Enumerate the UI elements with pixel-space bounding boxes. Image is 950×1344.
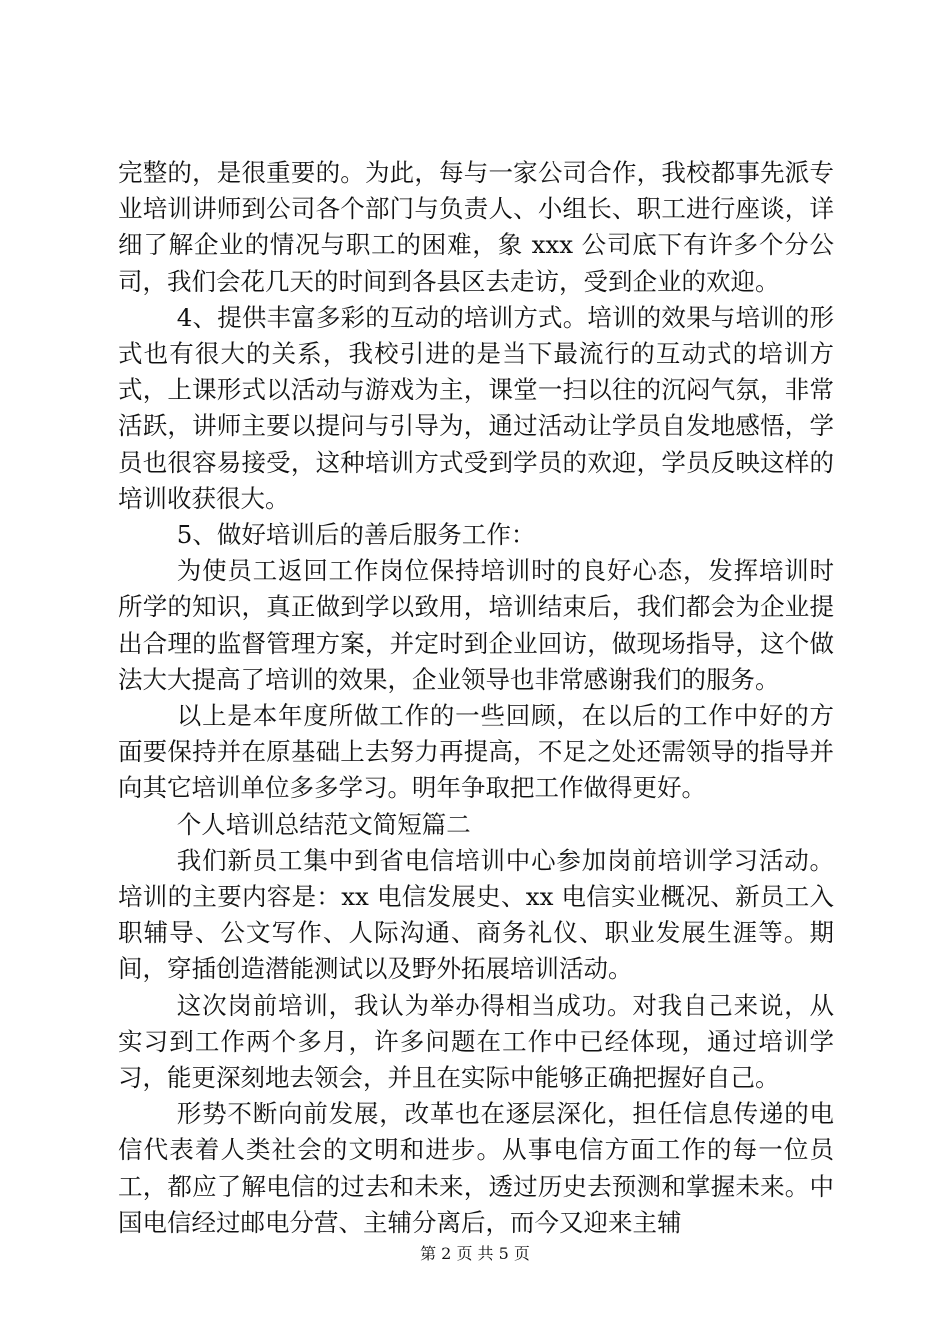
paragraph-training-content: 我们新员工集中到省电信培训中心参加岗前培训学习活动。培训的主要内容是：xx 电信发展史、xx 电信实业概况、新员工入职辅导、公文写作、人际沟通、商务礼仪、职业发展生涯等。期间，穿插创造潜能测试以及野外拓展培训活动。: [118, 845, 834, 984]
page-number-footer: 第 2 页 共 5 页: [420, 1244, 530, 1263]
paragraph-item-5-body: 为使员工返回工作岗位保持培训时的良好心态，发挥培训时所学的知识，真正做到学以致用，培训结束后，我们都会为企业提出合理的监督管理方案，并定时到企业回访，做现场指导，这个做法大大提高了培训的效果，企业领导也非常感谢我们的服务。: [118, 556, 834, 694]
paragraph-continuation: 完整的，是很重要的。为此，每与一家公司合作，我校都事先派专业培训讲师到公司各个部门与负责人、小组长、职工进行座谈，详细了解企业的情况与职工的困难，象 xxx 公司底下有许多个分公司，我们会花几天的时间到各县区去走访，受到企业的欢迎。: [118, 158, 834, 296]
section-heading: 个人培训总结范文简短篇二: [176, 809, 471, 839]
paragraph-summary: 以上是本年度所做工作的一些回顾，在以后的工作中好的方面要保持并在原基础上去努力再提高，不足之处还需领导的指导并向其它培训单位多多学习。明年争取把工作做得更好。: [118, 701, 834, 803]
document-body: [118, 155, 834, 1241]
paragraph-telecom-development: 形势不断向前发展，改革也在逐层深化，担任信息传递的电信代表着人类社会的文明和进步。从事电信方面工作的每一位员工，都应了解电信的过去和未来，透过历史去预测和掌握未来。中国电信经过邮电分营、主辅分离后，而今又迎来主辅: [118, 1099, 834, 1237]
paragraph-item-4: 4、提供丰富多彩的互动的培训方式。培训的效果与培训的形式也有很大的关系，我校引进的是当下最流行的互动式的培训方式，上课形式以活动与游戏为主，课堂一扫以往的沉闷气氛，非常活跃，讲师主要以提问与引导为，通过活动让学员自发地感悟，学员也很容易接受，这种培训方式受到学员的欢迎，学员反映这样的培训收获很大。: [118, 302, 834, 513]
paragraph-item-5-heading: 5、做好培训后的善后服务工作：: [176, 520, 536, 550]
paragraph-training-evaluation: 这次岗前培训，我认为举办得相当成功。对我自己来说，从实习到工作两个多月，许多问题在工作中已经体现，通过培训学习，能更深刻地去领会，并且在实际中能够正确把握好自己。: [118, 990, 834, 1093]
